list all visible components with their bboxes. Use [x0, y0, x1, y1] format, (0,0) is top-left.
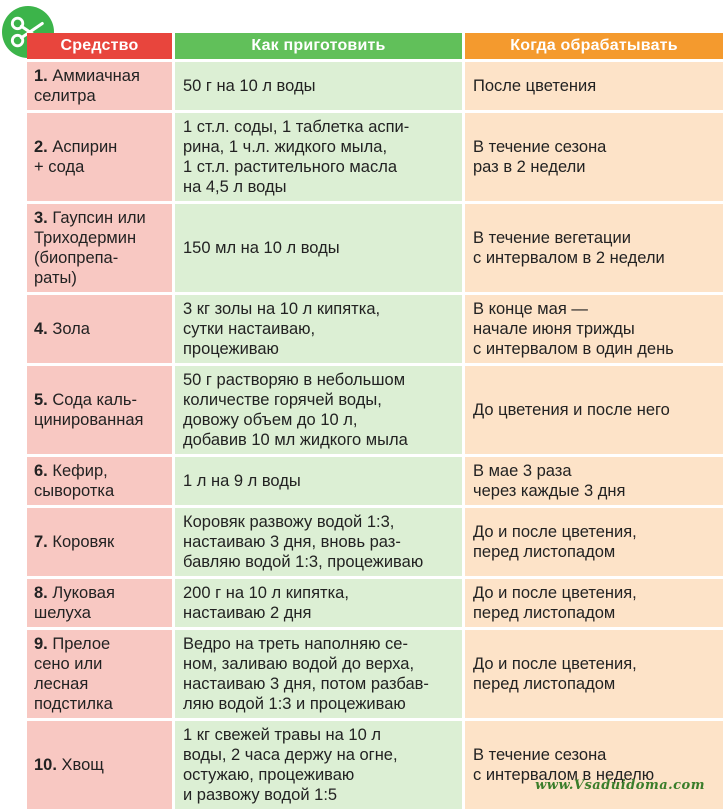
remedy-name: Коровяк	[52, 533, 115, 551]
remedy-name: Кефир, сыворотка	[34, 462, 115, 500]
table-row	[27, 630, 723, 718]
table-header-row	[27, 33, 723, 59]
row-number: 1.	[34, 67, 48, 85]
preparation-cell: 50 г на 10 л воды	[175, 62, 462, 110]
remedy-cell	[27, 508, 172, 576]
table-row	[27, 295, 723, 363]
row-number: 4.	[34, 320, 48, 338]
remedy-name: Аспирин + сода	[34, 138, 118, 176]
table-row	[27, 508, 723, 576]
row-number: 3.	[34, 209, 48, 227]
remedy-cell	[27, 457, 172, 505]
remedy-name: Аммиачная селитра	[34, 67, 140, 105]
watermark: www.Vsaduidoma.com	[535, 778, 705, 793]
remedy-cell	[27, 630, 172, 718]
header-preparation: Как приготовить	[175, 33, 462, 59]
table-row	[27, 579, 723, 627]
preparation-cell: 150 мл на 10 л воды	[175, 204, 462, 292]
table-row	[27, 366, 723, 454]
table-row	[27, 62, 723, 110]
remedy-name: Зола	[52, 320, 90, 338]
timing-cell: До и после цветения, перед листопадом	[465, 630, 723, 718]
remedy-name: Хвощ	[61, 756, 104, 774]
row-number: 9.	[34, 635, 48, 653]
remedy-name: Сода каль- цинированная	[34, 391, 144, 429]
preparation-cell: Ведро на треть наполняю се- ном, заливаю водой до верха, настаиваю 3 дня, потом разбав- ляю водой 1:3 и процеживаю	[175, 630, 462, 718]
remedy-name: Гаупсин или Триходермин (биопрепа- раты)	[34, 209, 146, 287]
remedy-cell	[27, 721, 172, 809]
preparation-cell: Коровяк развожу водой 1:3, настаиваю 3 дня, вновь раз- бавляю водой 1:3, процеживаю	[175, 508, 462, 576]
preparation-cell: 3 кг золы на 10 л кипятка, сутки настаиваю, процеживаю	[175, 295, 462, 363]
preparation-cell: 200 г на 10 л кипятка, настаиваю 2 дня	[175, 579, 462, 627]
table-row	[27, 204, 723, 292]
timing-cell: В конце мая — начале июня трижды с интервалом в один день	[465, 295, 723, 363]
row-number: 8.	[34, 584, 48, 602]
row-number: 10.	[34, 756, 57, 774]
timing-cell: В мае 3 раза через каждые 3 дня	[465, 457, 723, 505]
timing-cell: После цветения	[465, 62, 723, 110]
table-row	[27, 457, 723, 505]
remedy-cell	[27, 62, 172, 110]
remedy-cell	[27, 113, 172, 201]
timing-cell: До и после цветения, перед листопадом	[465, 579, 723, 627]
table-body	[27, 62, 723, 809]
row-number: 5.	[34, 391, 48, 409]
table-row	[27, 113, 723, 201]
header-timing: Когда обрабатывать	[465, 33, 723, 59]
preparation-cell: 1 л на 9 л воды	[175, 457, 462, 505]
timing-cell: В течение сезона раз в 2 недели	[465, 113, 723, 201]
row-number: 6.	[34, 462, 48, 480]
remedy-name: Прелое сено или лесная подстилка	[34, 635, 113, 713]
table-row	[27, 721, 723, 809]
treatment-table	[24, 30, 723, 812]
timing-cell: В течение сезона с интервалом в неделю	[465, 721, 723, 809]
timing-cell: До и после цветения, перед листопадом	[465, 508, 723, 576]
remedy-cell	[27, 366, 172, 454]
row-number: 2.	[34, 138, 48, 156]
preparation-cell: 1 ст.л. соды, 1 таблетка аспи- рина, 1 ч.л. жидкого мыла, 1 ст.л. растительного масла на 4,5 л воды	[175, 113, 462, 201]
row-number: 7.	[34, 533, 48, 551]
remedy-cell	[27, 204, 172, 292]
header-remedy: Средство	[27, 33, 172, 59]
timing-cell: До цветения и после него	[465, 366, 723, 454]
remedy-cell	[27, 579, 172, 627]
timing-cell: В течение вегетации с интервалом в 2 недели	[465, 204, 723, 292]
preparation-cell: 50 г растворяю в небольшом количестве горячей воды, довожу объем до 10 л, добавив 10 мл жидкого мыла	[175, 366, 462, 454]
remedy-name: Луковая шелуха	[34, 584, 115, 622]
preparation-cell: 1 кг свежей травы на 10 л воды, 2 часа держу на огне, остужаю, процеживаю и развожу водой 1:5	[175, 721, 462, 809]
remedy-cell	[27, 295, 172, 363]
